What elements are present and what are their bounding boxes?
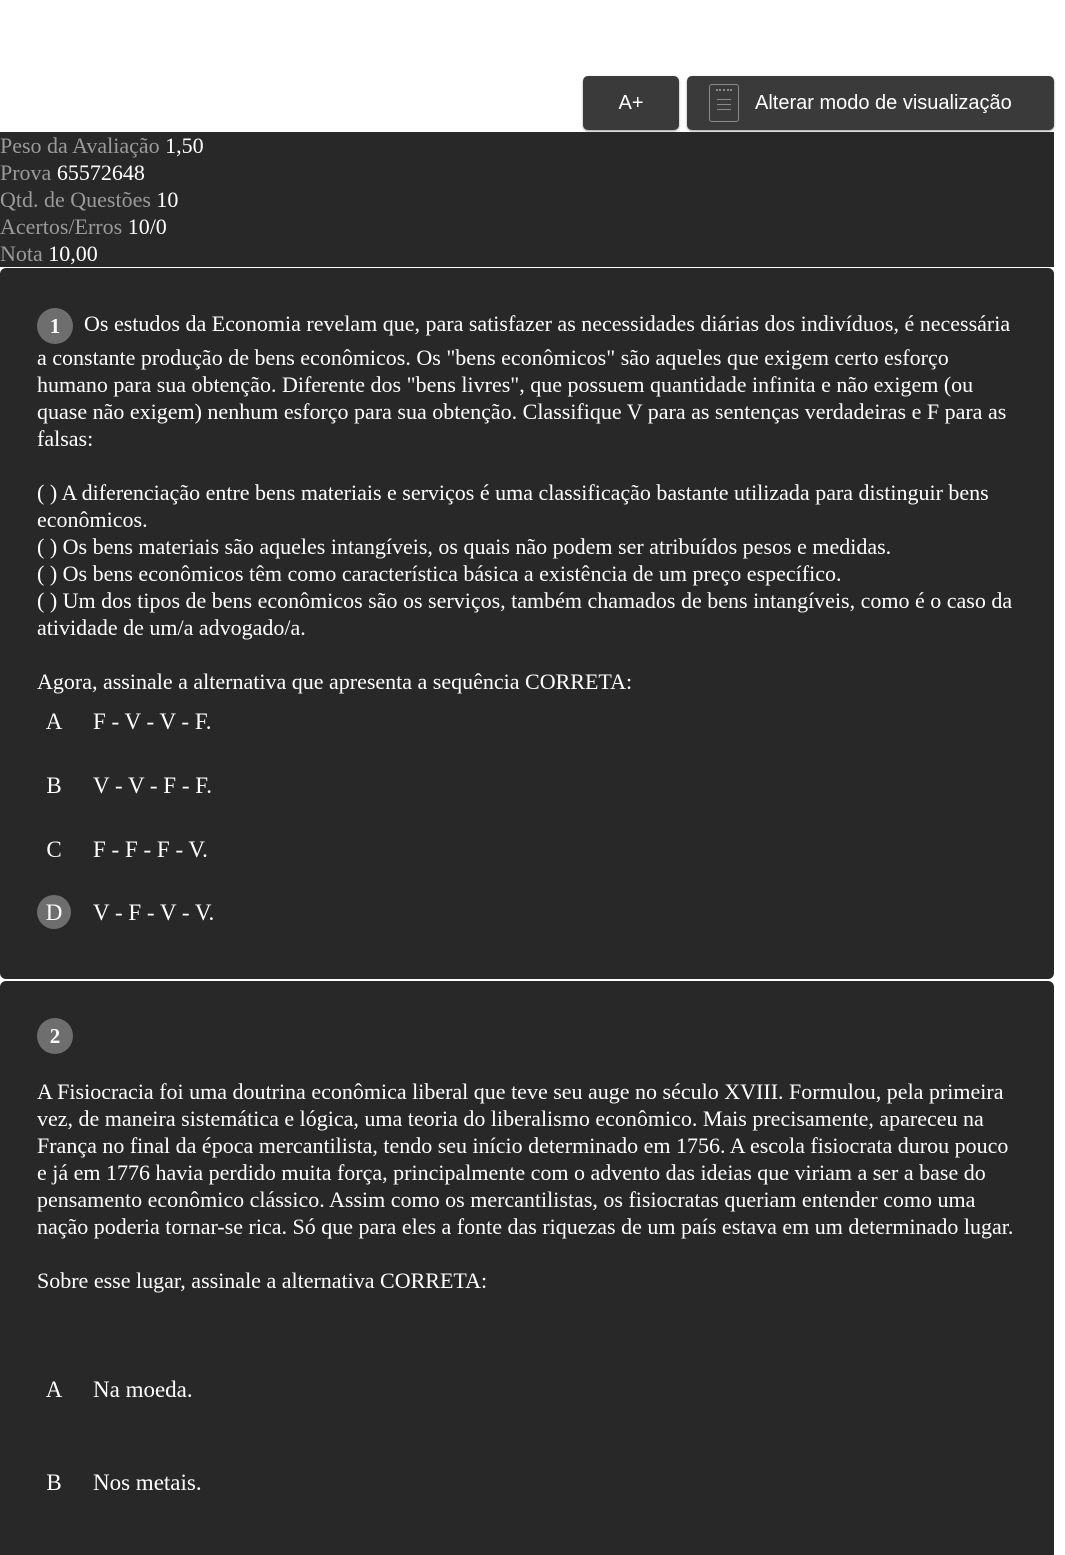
option-b[interactable] (37, 768, 212, 802)
option-text: Nos metais. (93, 1469, 202, 1495)
option-letter: B (46, 1469, 62, 1495)
statement-2: ( ) Os bens materiais são aqueles intangíveis, os quais não podem ser atribuídos pesos e medidas. (37, 534, 892, 559)
option-letter: A (45, 1376, 63, 1402)
document-icon (709, 84, 739, 122)
option-c[interactable] (37, 832, 208, 866)
summary-exam-id: Prova 65572648 (0, 160, 145, 185)
option-b[interactable] (37, 1465, 202, 1499)
question-number-badge: 2 (37, 1018, 73, 1054)
question-card-2 (0, 981, 1054, 1555)
change-view-mode-button[interactable] (687, 76, 1054, 130)
question-1-prompt: Agora, assinale a alternativa que apresenta a sequência CORRETA: (37, 669, 633, 694)
option-text: V - V - F - F. (93, 772, 212, 798)
option-letter: C (46, 836, 62, 862)
question-1-text (37, 308, 1014, 695)
option-text: F - V - V - F. (93, 708, 212, 734)
statement-1: ( ) A diferenciação entre bens materiais e serviços é uma classificação bastante utilizada para distinguir bens econômicos. (37, 480, 989, 532)
question-1-intro: 1 Os estudos da Economia revelam que, para satisfazer as necessidades diárias dos indivíduos, é necessária a constante produção de bens econômicos. Os "bens econômicos" são aqueles que exigem certo esforço humano para sua obtenção. Diferente dos "bens livres", que possuem quantidade infinita e não exigem (ou quase não exigem) nenhum esforço para sua obtenção. Classifique V para as sentenças verdadeiras e F para as falsas: (37, 308, 1014, 452)
statement-4: ( ) Um dos tipos de bens econômicos são os serviços, também chamados de bens intangíveis, como é o caso da atividade de um/a advogado/a. (37, 588, 1013, 640)
top-toolbar (0, 0, 1065, 132)
question-2-prompt: Sobre esse lugar, assinale a alternativa CORRETA: (37, 1268, 488, 1293)
change-view-mode-label: Alterar modo de visualização (755, 91, 1012, 114)
option-d-selected[interactable] (37, 895, 214, 929)
summary-grade: Nota 10,00 (0, 241, 98, 266)
question-number-badge: 1 (37, 308, 73, 344)
option-a[interactable] (37, 704, 212, 738)
option-text: F - F - F - V. (93, 836, 208, 862)
question-card-1 (0, 268, 1054, 979)
option-text: V - F - V - V. (93, 899, 215, 925)
option-letter: A (45, 708, 63, 734)
statement-3: ( ) Os bens econômicos têm como característica básica a existência de um preço específico. (37, 561, 842, 586)
option-text: Na moeda. (93, 1376, 193, 1402)
summary-weight: Peso da Avaliação 1,50 (0, 133, 204, 158)
summary-question-count: Qtd. de Questões 10 (0, 187, 179, 212)
option-letter: D (37, 895, 71, 929)
question-2-text (37, 1078, 1014, 1294)
option-letter: B (46, 772, 62, 798)
question-2-intro: A Fisiocracia foi uma doutrina econômica liberal que teve seu auge no século XVIII. Formulou, pela primeira vez, de maneira sistemática e lógica, uma teoria do liberalismo econômico. Mais precisamente, apareceu na França no final da época mercantilista, tendo seu início determinado em 1756. A escola fisiocrata durou pouco e já em 1776 havia perdido muita força, principalmente com o advento das ideias que viriam a ser a base do pensamento econômico clássico. Assim como os mercantilistas, os fisiocratas queriam entender como uma nação poderia tornar-se rica. Só que para eles a fonte das riquezas de um país estava em um determinado lugar. (37, 1079, 1014, 1239)
option-a[interactable] (37, 1372, 193, 1406)
exam-summary (0, 132, 1054, 267)
summary-hits-errors: Acertos/Erros 10/0 (0, 214, 167, 239)
increase-font-button[interactable]: A+ (583, 76, 679, 130)
